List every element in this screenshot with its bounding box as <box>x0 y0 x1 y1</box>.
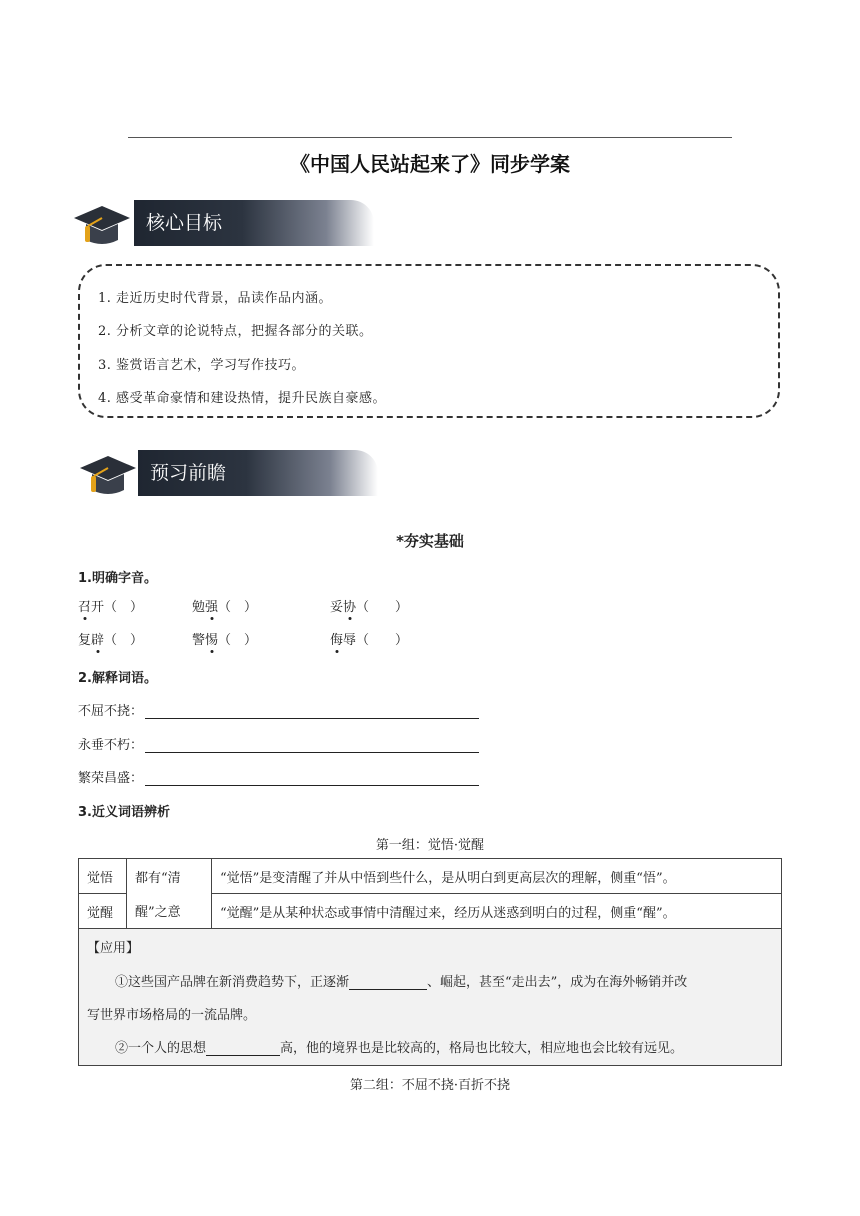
table-row <box>79 894 782 929</box>
section-preview-label: 预习前瞻 <box>150 462 227 484</box>
word-line: 繁荣昌盛： <box>78 767 479 786</box>
page-title: 《中国人民站起来了》同步学案 <box>290 152 570 176</box>
apply-label: 【应用】 <box>87 941 140 956</box>
table-def-cell: “觉醒”是从某种状态或事情中清醒过来，经历从迷惑到明白的过程，侧重“醒”。 <box>212 894 782 929</box>
group1-title: 第一组：觉悟·觉醒 <box>375 838 485 853</box>
q3-heading: 3.近义词语辨析 <box>78 805 170 820</box>
word-line: 不屈不挠： <box>78 700 479 719</box>
goal-item: 1. 走近历史时代背景，品读作品内涵。 <box>98 291 333 306</box>
pinyin-item: 警惕（ ） <box>192 633 258 648</box>
group2-title: 第二组：不屈不挠·百折不挠 <box>349 1078 511 1093</box>
answer-blank[interactable] <box>206 1041 280 1056</box>
graduation-cap-icon <box>78 452 138 504</box>
pinyin-item: 复辟（ ） <box>78 633 144 648</box>
table-row <box>79 929 782 1066</box>
table-common-cell: 都有“清 <box>127 859 212 894</box>
goal-item: 4. 感受革命豪情和建设热情，提升民族自豪感。 <box>98 391 387 406</box>
section-core-label: 核心目标 <box>146 212 223 234</box>
table-common-cell: 醒”之意 <box>127 894 212 929</box>
pinyin-item: 侮辱（ ） <box>330 633 409 648</box>
table-def-cell: “觉悟”是变清醒了并从中悟到些什么，是从明白到更高层次的理解，侧重“悟”。 <box>212 859 782 894</box>
q2-heading: 2.解释词语。 <box>78 671 157 686</box>
foundation-heading: *夯实基础 <box>396 532 464 550</box>
answer-blank[interactable] <box>349 975 427 990</box>
goal-item: 3. 鉴赏语言艺术，学习写作技巧。 <box>98 358 306 373</box>
table-row <box>79 859 782 894</box>
apply-sentence-2: ②一个人的思想 高，他的境界也是比较高的，格局也比较大，相应地也会比较有远见。 <box>115 1041 684 1056</box>
pinyin-item: 召开（ ） <box>78 600 144 615</box>
pinyin-item: 妥协（ ） <box>330 600 409 615</box>
apply-sentence-1: ①这些国产品牌在新消费趋势下，正逐渐 、崛起，甚至“走出去”，成为在海外畅销并改 <box>115 975 688 990</box>
graduation-cap-icon <box>72 202 132 254</box>
answer-blank[interactable] <box>145 738 479 753</box>
table-word-cell: 觉悟 <box>79 859 127 894</box>
section-core-banner <box>134 200 374 246</box>
synonym-table <box>78 858 782 1066</box>
apply-cell <box>79 929 782 1066</box>
goal-item: 2. 分析文章的论说特点，把握各部分的关联。 <box>98 324 373 339</box>
word-line: 永垂不朽： <box>78 734 479 753</box>
header-rule <box>128 137 732 138</box>
table-word-cell: 觉醒 <box>79 894 127 929</box>
answer-blank[interactable] <box>145 771 479 786</box>
section-preview-banner <box>138 450 378 496</box>
answer-blank[interactable] <box>145 704 479 719</box>
pinyin-item: 勉强（ ） <box>192 600 258 615</box>
apply-sentence-1-cont: 写世界市场格局的一流品牌。 <box>87 1008 257 1023</box>
q1-heading: 1.明确字音。 <box>78 571 157 586</box>
